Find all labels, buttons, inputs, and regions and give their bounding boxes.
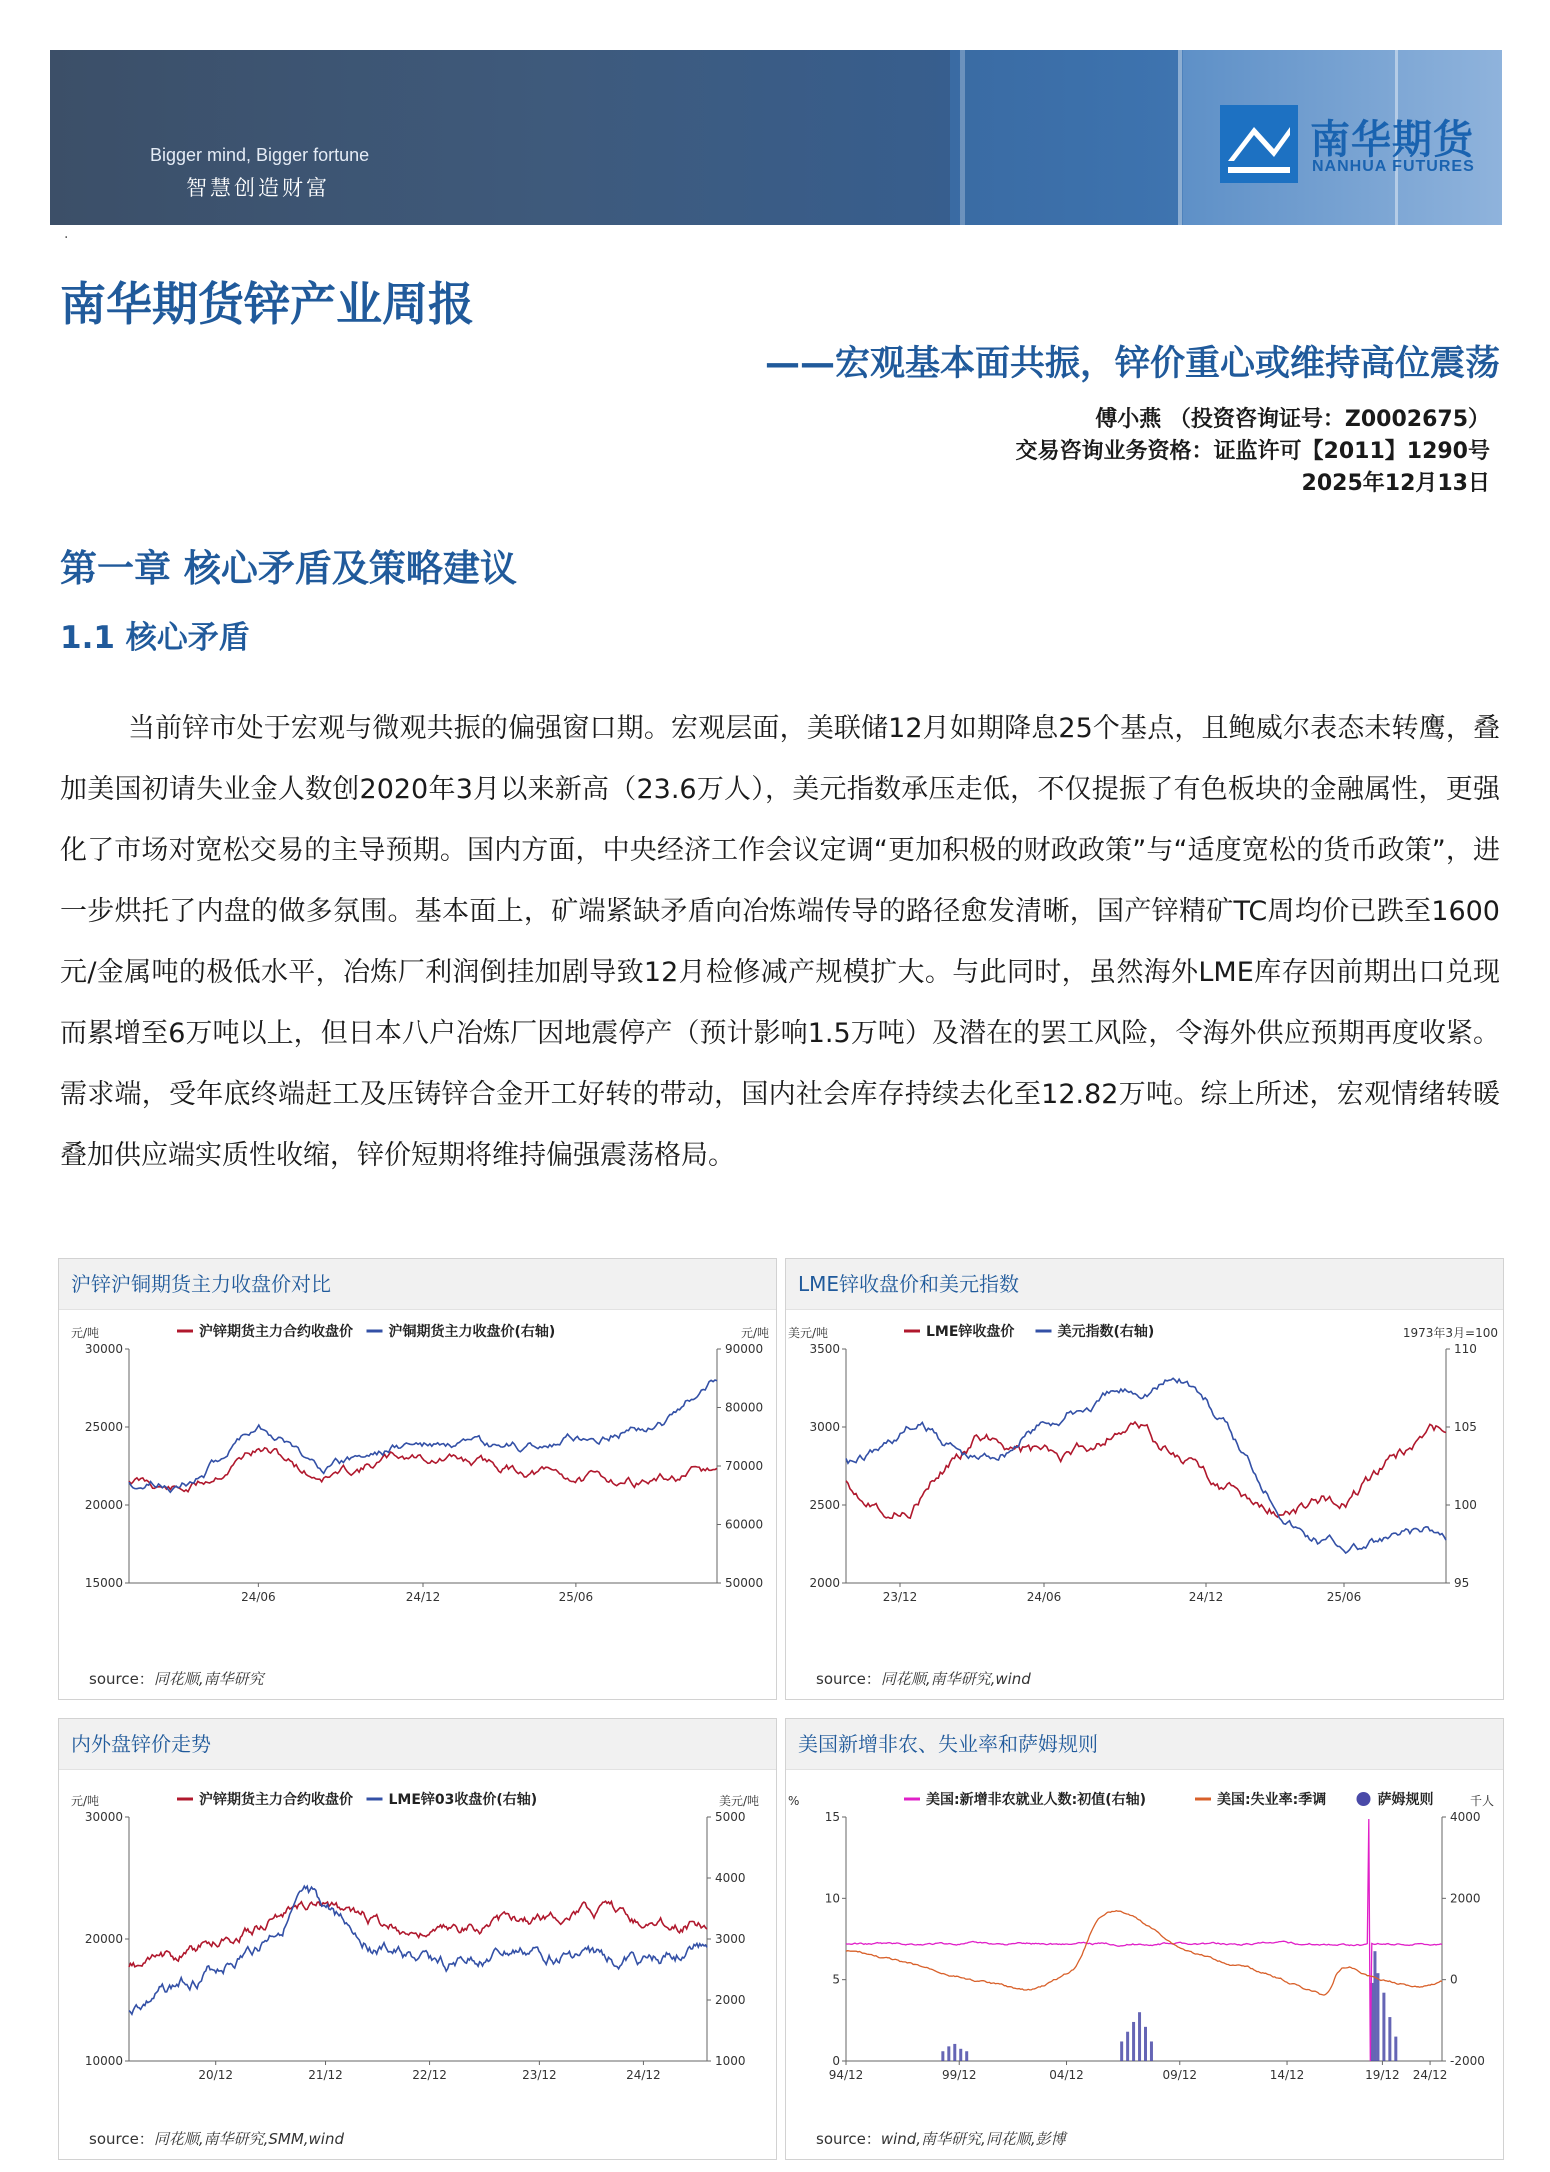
x-tick-label: 24/12	[1412, 2068, 1448, 2082]
x-tick-label: 94/12	[828, 2068, 864, 2082]
author-license: 交易咨询业务资格：证监许可【2011】1290号	[1015, 439, 1490, 464]
document-title: 南华期货锌产业周报	[60, 277, 474, 331]
legend-label: LME锌03收盘价(右轴)	[388, 1792, 538, 1808]
sahm-bar	[1138, 2012, 1141, 2061]
x-tick-label: 24/12	[405, 1590, 441, 1604]
chart-title: 美国新增非农、失业率和萨姆规则	[786, 1719, 1503, 1770]
sahm-bar	[947, 2046, 950, 2061]
x-tick-label: 14/12	[1269, 2068, 1305, 2082]
document-subtitle: ——宏观基本面共振，锌价重心或维持高位震荡	[764, 344, 1500, 384]
x-tick-label: 24/06	[241, 1590, 276, 1604]
x-tick-label: 19/12	[1365, 2068, 1400, 2082]
legend-label: LME锌收盘价	[926, 1324, 1015, 1340]
y-tick-label-left: 2000	[809, 1576, 840, 1590]
y-tick-label-left: 25000	[84, 1420, 123, 1434]
sahm-bar	[1376, 1973, 1379, 2061]
y-tick-label-right: 105	[1454, 1420, 1477, 1434]
chart-source: source：同花顺,南华研究,wind	[816, 1670, 1031, 1688]
x-tick-label: 23/12	[882, 1590, 918, 1604]
legend-label: 美国:新增非农就业人数:初值(右轴)	[926, 1792, 1146, 1808]
y-tick-label-right: 1000	[715, 2054, 746, 2068]
y-tick-label-left: 30000	[84, 1810, 123, 1824]
y-tick-label-left: 3500	[809, 1342, 840, 1356]
y-axis-unit-right: 千人	[1469, 1794, 1494, 1808]
chart-source: source：同花顺,南华研究	[89, 1670, 264, 1688]
y-tick-label-left: 15000	[84, 1576, 123, 1590]
y-tick-label-right: -2000	[1450, 2054, 1485, 2068]
body-paragraph: 当前锌市处于宏观与微观共振的偏强窗口期。宏观层面，美联储12月如期降息25个基点，且鲍威尔表态未转鹰，叠加美国初请失业金人数创2020年3月以来新高（23.6万人），美元指数承压走低，不仅提振了有色板块的金融属性，更强化了市场对宽松交易的主导预期。国内方面，中央经济工作会议定调“更加积极的财政政策”与“适度宽松的货币政策”，进一步烘托了内盘的做多氛围。基本面上，矿端紧缺矛盾向冶炼端传导的路径愈发清晰，国产锌精矿TC周均价已跌至1600元/金属吨的极低水平，冶炼厂利润倒挂加剧导致12月检修减产规模扩大。与此同时，虽然海外LME库存因前期出口兑现而累增至6万吨以上，但日本八户冶炼厂因地震停产（预计影响1.5万吨）及潜在的罢工风险，令海外供应预期再度收紧。需求端，受年底终端赶工及压铸锌合金开工好转的带动，国内社会库存持续去化至12.82万吨。综上所述，宏观情绪转暖叠加供应端实质性收缩，锌价短期将维持偏强震荡格局。	[60, 713, 1500, 1171]
report-date: 2025年12月13日	[1301, 471, 1490, 496]
y-tick-label-right: 95	[1454, 1576, 1470, 1590]
y-axis-unit-right: 1973年3月=100	[1402, 1326, 1498, 1340]
y-axis-unit-right: 美元/吨	[718, 1794, 759, 1808]
series-line-left	[129, 1448, 717, 1492]
sahm-bar	[1150, 2041, 1153, 2061]
x-tick-label: 99/12	[941, 2068, 977, 2082]
y-axis-unit-left: 元/吨	[71, 1794, 100, 1808]
series-line-left	[129, 1901, 707, 1967]
sahm-bar	[1120, 2041, 1123, 2061]
chart-title: 沪锌沪铜期货主力收盘价对比	[59, 1259, 776, 1310]
y-tick-label-left: 20000	[84, 1498, 123, 1512]
y-axis-unit-left: 美元/吨	[788, 1326, 829, 1340]
y-tick-label-right: 80000	[725, 1400, 764, 1415]
legend-label: 萨姆规则	[1377, 1792, 1434, 1808]
y-tick-label-left: 5	[832, 1972, 840, 1987]
logo-text-chinese: 南华期货	[1310, 117, 1474, 163]
x-tick-label: 25/06	[558, 1590, 594, 1604]
y-tick-label-right: 2000	[715, 1993, 746, 2007]
banner-stripe	[1178, 50, 1182, 225]
sahm-bar	[953, 2044, 956, 2061]
chart-panel-domestic-foreign-zinc	[58, 1718, 777, 2160]
x-tick-label: 04/12	[1049, 2068, 1084, 2082]
chart-shzn-shcu	[59, 1311, 776, 1671]
y-axis-unit-left: %	[788, 1794, 800, 1808]
sahm-bar	[1388, 2017, 1391, 2061]
y-tick-label-right: 70000	[725, 1459, 764, 1473]
legend-label: 沪锌期货主力合约收盘价	[199, 1792, 353, 1808]
chapter-heading: 第一章 核心矛盾及策略建议	[60, 547, 517, 590]
x-tick-label: 24/12	[1188, 1590, 1224, 1604]
author-block	[1016, 404, 1490, 500]
series-line-right	[129, 1380, 717, 1492]
y-tick-label-left: 30000	[84, 1342, 123, 1356]
y-tick-label-right: 50000	[725, 1576, 764, 1590]
y-tick-label-right: 100	[1454, 1498, 1477, 1512]
y-tick-label-left: 0	[832, 2054, 840, 2068]
chart-panel-us-labor	[785, 1718, 1504, 2160]
series-line-right	[129, 1886, 707, 2014]
header-banner	[50, 50, 1502, 225]
y-tick-label-left: 10	[824, 1891, 840, 1906]
y-tick-label-right: 90000	[725, 1342, 764, 1356]
chart-source: source：同花顺,南华研究,SMM,wind	[89, 2130, 344, 2148]
x-tick-label: 24/12	[626, 2068, 661, 2082]
header-dot: ·	[64, 230, 69, 246]
y-tick-label-right: 4000	[1450, 1810, 1481, 1824]
y-tick-label-right: 5000	[715, 1810, 746, 1824]
section-heading: 1.1 核心矛盾	[60, 620, 250, 656]
banner-stripe	[960, 50, 965, 225]
legend-label: 美国:失业率:季调	[1217, 1792, 1327, 1808]
series-line-left	[846, 1422, 1446, 1518]
logo-text-english: NANHUA FUTURES	[1312, 158, 1475, 175]
sahm-bar	[1382, 1993, 1385, 2061]
author-name: 傅小燕 （投资咨询证号：Z0002675）	[1095, 407, 1490, 432]
y-tick-label-left: 20000	[84, 1932, 123, 1946]
legend-swatch	[1357, 1792, 1371, 1806]
y-tick-label-right: 110	[1454, 1342, 1477, 1356]
chart-panel-shzn-shcu	[58, 1258, 777, 1700]
y-tick-label-right: 4000	[715, 1871, 746, 1885]
y-axis-unit-left: 元/吨	[71, 1326, 100, 1340]
y-tick-label-right: 3000	[715, 1932, 746, 1946]
legend-label: 沪锌期货主力合约收盘价	[199, 1324, 353, 1340]
sahm-bar	[1132, 2022, 1135, 2061]
x-tick-label: 24/06	[1026, 1590, 1062, 1604]
legend-label: 沪铜期货主力收盘价(右轴)	[388, 1324, 556, 1340]
x-tick-label: 23/12	[522, 2068, 557, 2082]
sahm-bar	[1394, 2037, 1397, 2061]
y-tick-label-right: 60000	[725, 1517, 764, 1532]
legend-label: 美元指数(右轴)	[1057, 1324, 1155, 1340]
y-tick-label-left: 10000	[84, 2054, 123, 2068]
y-tick-label-left: 3000	[809, 1420, 840, 1434]
x-tick-label: 21/12	[308, 2068, 343, 2082]
nanhua-logo-icon	[1220, 105, 1298, 183]
sahm-bar	[965, 2051, 968, 2061]
chart-domestic-foreign-zinc	[59, 1771, 776, 2131]
x-tick-label: 22/12	[412, 2068, 447, 2082]
x-tick-label: 20/12	[198, 2068, 233, 2082]
sahm-bar	[1126, 2032, 1129, 2061]
slogan-chinese: 智慧创造财富	[186, 176, 330, 200]
y-tick-label-right: 2000	[1450, 1891, 1481, 1906]
sahm-bar	[959, 2049, 962, 2061]
sahm-bar	[1144, 2027, 1147, 2061]
chart-lme-usd	[786, 1311, 1503, 1671]
y-axis-unit-right: 元/吨	[740, 1326, 769, 1340]
chart-us-labor	[786, 1771, 1503, 2131]
slogan-english: Bigger mind, Bigger fortune	[150, 145, 370, 165]
y-tick-label-left: 15	[824, 1810, 840, 1824]
series-line-nfp	[846, 1819, 1442, 2061]
series-line-unemployment	[846, 1911, 1442, 1995]
series-line-right	[846, 1378, 1446, 1553]
y-tick-label-right: 0	[1450, 1972, 1458, 1987]
sahm-bar	[941, 2051, 944, 2061]
chart-panel-lme-usd	[785, 1258, 1504, 1700]
chart-title: 内外盘锌价走势	[59, 1719, 776, 1770]
x-tick-label: 25/06	[1326, 1590, 1362, 1604]
sahm-bar	[1373, 1951, 1376, 2061]
chart-source: source：wind,南华研究,同花顺,彭博	[816, 2130, 1066, 2148]
y-tick-label-left: 2500	[809, 1498, 840, 1512]
chart-title: LME锌收盘价和美元指数	[786, 1259, 1503, 1310]
x-tick-label: 09/12	[1162, 2068, 1198, 2082]
